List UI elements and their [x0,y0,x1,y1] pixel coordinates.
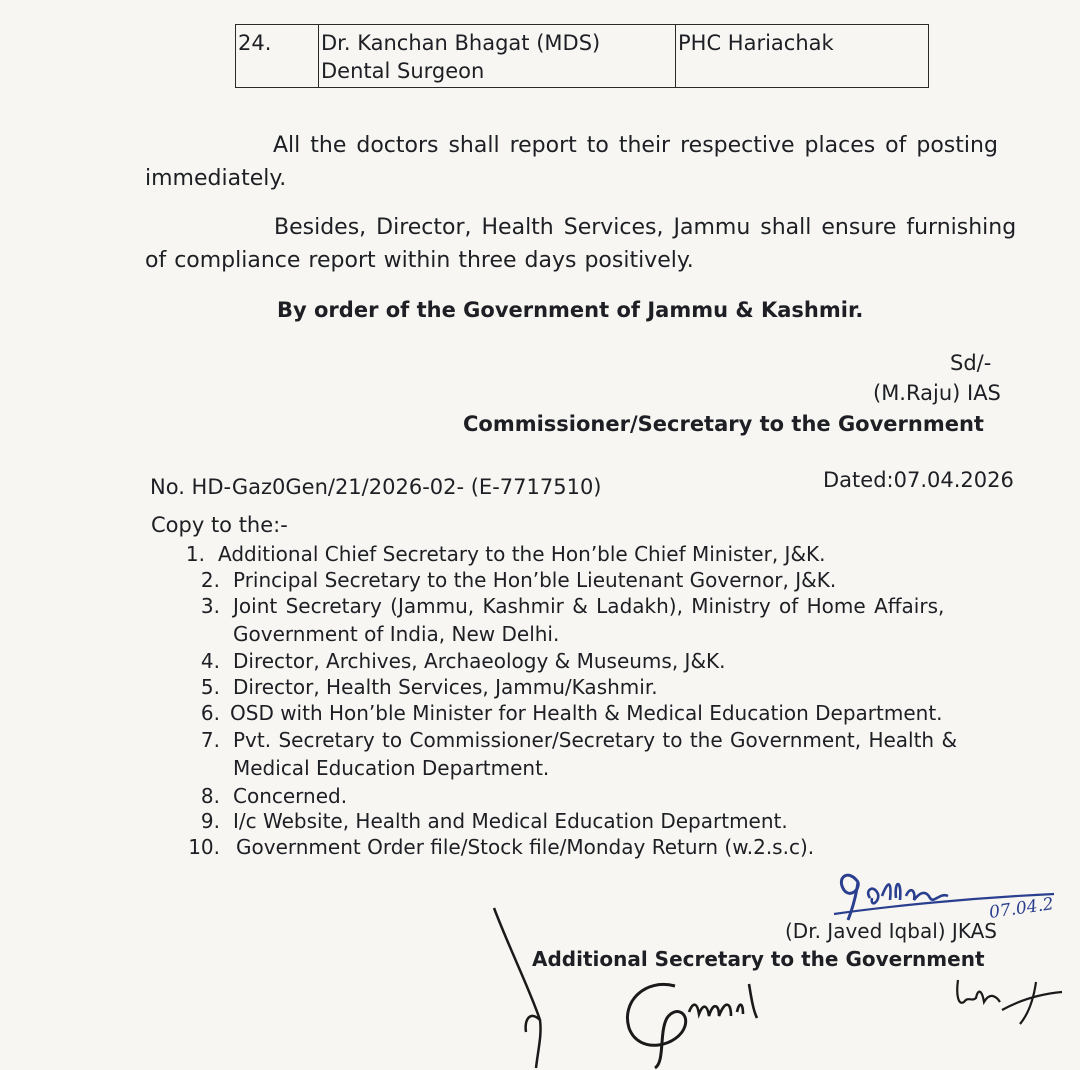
sd-mark: Sd/- [950,351,992,375]
paragraph-2-line-1: Besides, Director, Health Services, Jammu shall ensure furnishing [274,215,1017,240]
paragraph-1-line-2: immediately. [145,166,287,191]
doctor-designation: Dental Surgeon [321,59,485,83]
doctor-name-cell [319,25,676,88]
order-date: Dated:07.04.2026 [823,468,1014,492]
second-signatory-name: (Dr. Javed Iqbal) JKAS [785,919,997,943]
by-order-line: By order of the Government of Jammu & Kashmir. [277,298,864,322]
paragraph-1-line-1: All the doctors shall report to their respective places of posting [273,133,998,158]
second-signatory-designation: Additional Secretary to the Government [532,947,985,971]
posting-table [235,24,929,88]
serial-number-cell: 24. [236,25,319,88]
posting-place-cell: PHC Hariachak [676,25,929,88]
handwritten-date: 07.04.2 [987,894,1055,923]
signatory-name: (M.Raju) IAS [873,381,1001,405]
copy-to-heading: Copy to the:- [151,513,288,537]
signatory-designation: Commissioner/Secretary to the Government [463,412,984,436]
paragraph-2-line-2: of compliance report within three days positively. [145,248,694,273]
handwritten-stroke [480,900,600,1070]
handwritten-mark [950,972,1075,1027]
handwritten-signature [615,972,815,1070]
table-row [236,25,929,88]
doctor-name: Dr. Kanchan Bhagat (MDS) [321,31,601,55]
order-number: No. HD-Gaz0Gen/21/2026-02- (E-7717510) [150,475,602,499]
